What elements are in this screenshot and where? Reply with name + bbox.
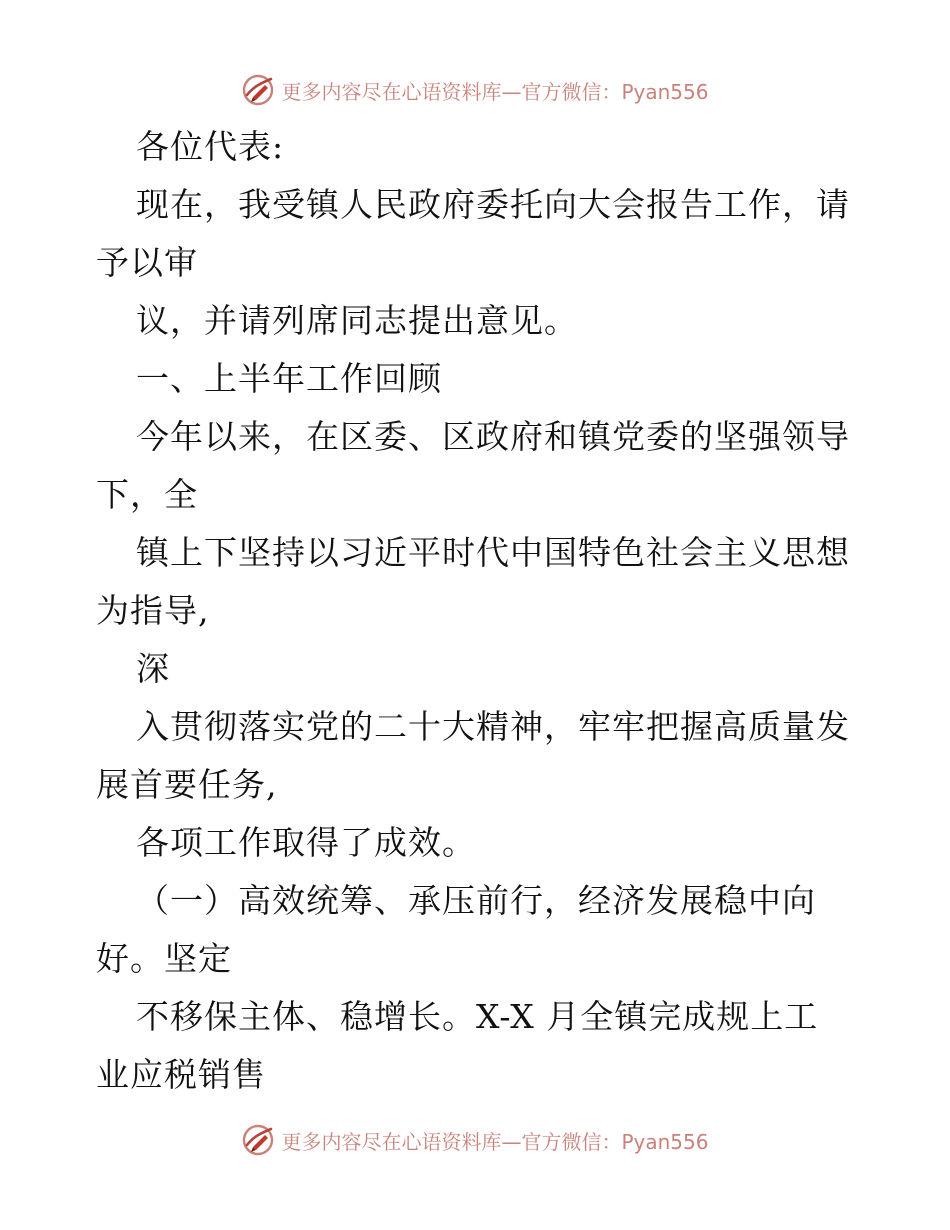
document-body xyxy=(96,118,856,1104)
footer-watermark-text: 更多内容尽在心语资料库—官方微信：Pyan556 xyxy=(281,1129,709,1154)
header-watermark-text: 更多内容尽在心语资料库—官方微信：Pyan556 xyxy=(281,79,709,104)
text-line: （一）高效统筹、承压前行，经济发展稳中向 xyxy=(136,881,816,920)
text-line: 下，全 xyxy=(96,475,198,514)
text-line: 业应税销售 xyxy=(96,1055,266,1094)
text-line: 今年以来，在区委、区政府和镇党委的坚强领导 xyxy=(136,417,850,456)
text-line: 入贯彻落实党的二十大精神，牢牢把握高质量发 xyxy=(136,707,850,746)
text-line: 深 xyxy=(136,649,170,688)
header-watermark-banner xyxy=(0,70,950,110)
text-line: 镇上下坚持以习近平时代中国特色社会主义思想 xyxy=(136,533,850,572)
text-line: 为指导, xyxy=(96,591,210,630)
text-line: 各项工作取得了成效。 xyxy=(136,823,476,862)
text-line: 现在，我受镇人民政府委托向大会报告工作，请 xyxy=(136,185,850,224)
footer-watermark-banner xyxy=(0,1120,950,1160)
text-line: 各位代表: xyxy=(136,127,285,166)
text-line: 不移保主体、稳增长。X-X 月全镇完成规上工 xyxy=(136,997,819,1036)
pen-logo-icon xyxy=(241,73,275,107)
text-line: 予以审 xyxy=(96,243,198,282)
text-line: 议，并请列席同志提出意见。 xyxy=(136,301,578,340)
text-line: 展首要任务, xyxy=(96,765,278,804)
text-line: 好。坚定 xyxy=(96,939,232,978)
text-line: 一、上半年工作回顾 xyxy=(136,359,442,398)
pen-logo-icon xyxy=(241,1123,275,1157)
